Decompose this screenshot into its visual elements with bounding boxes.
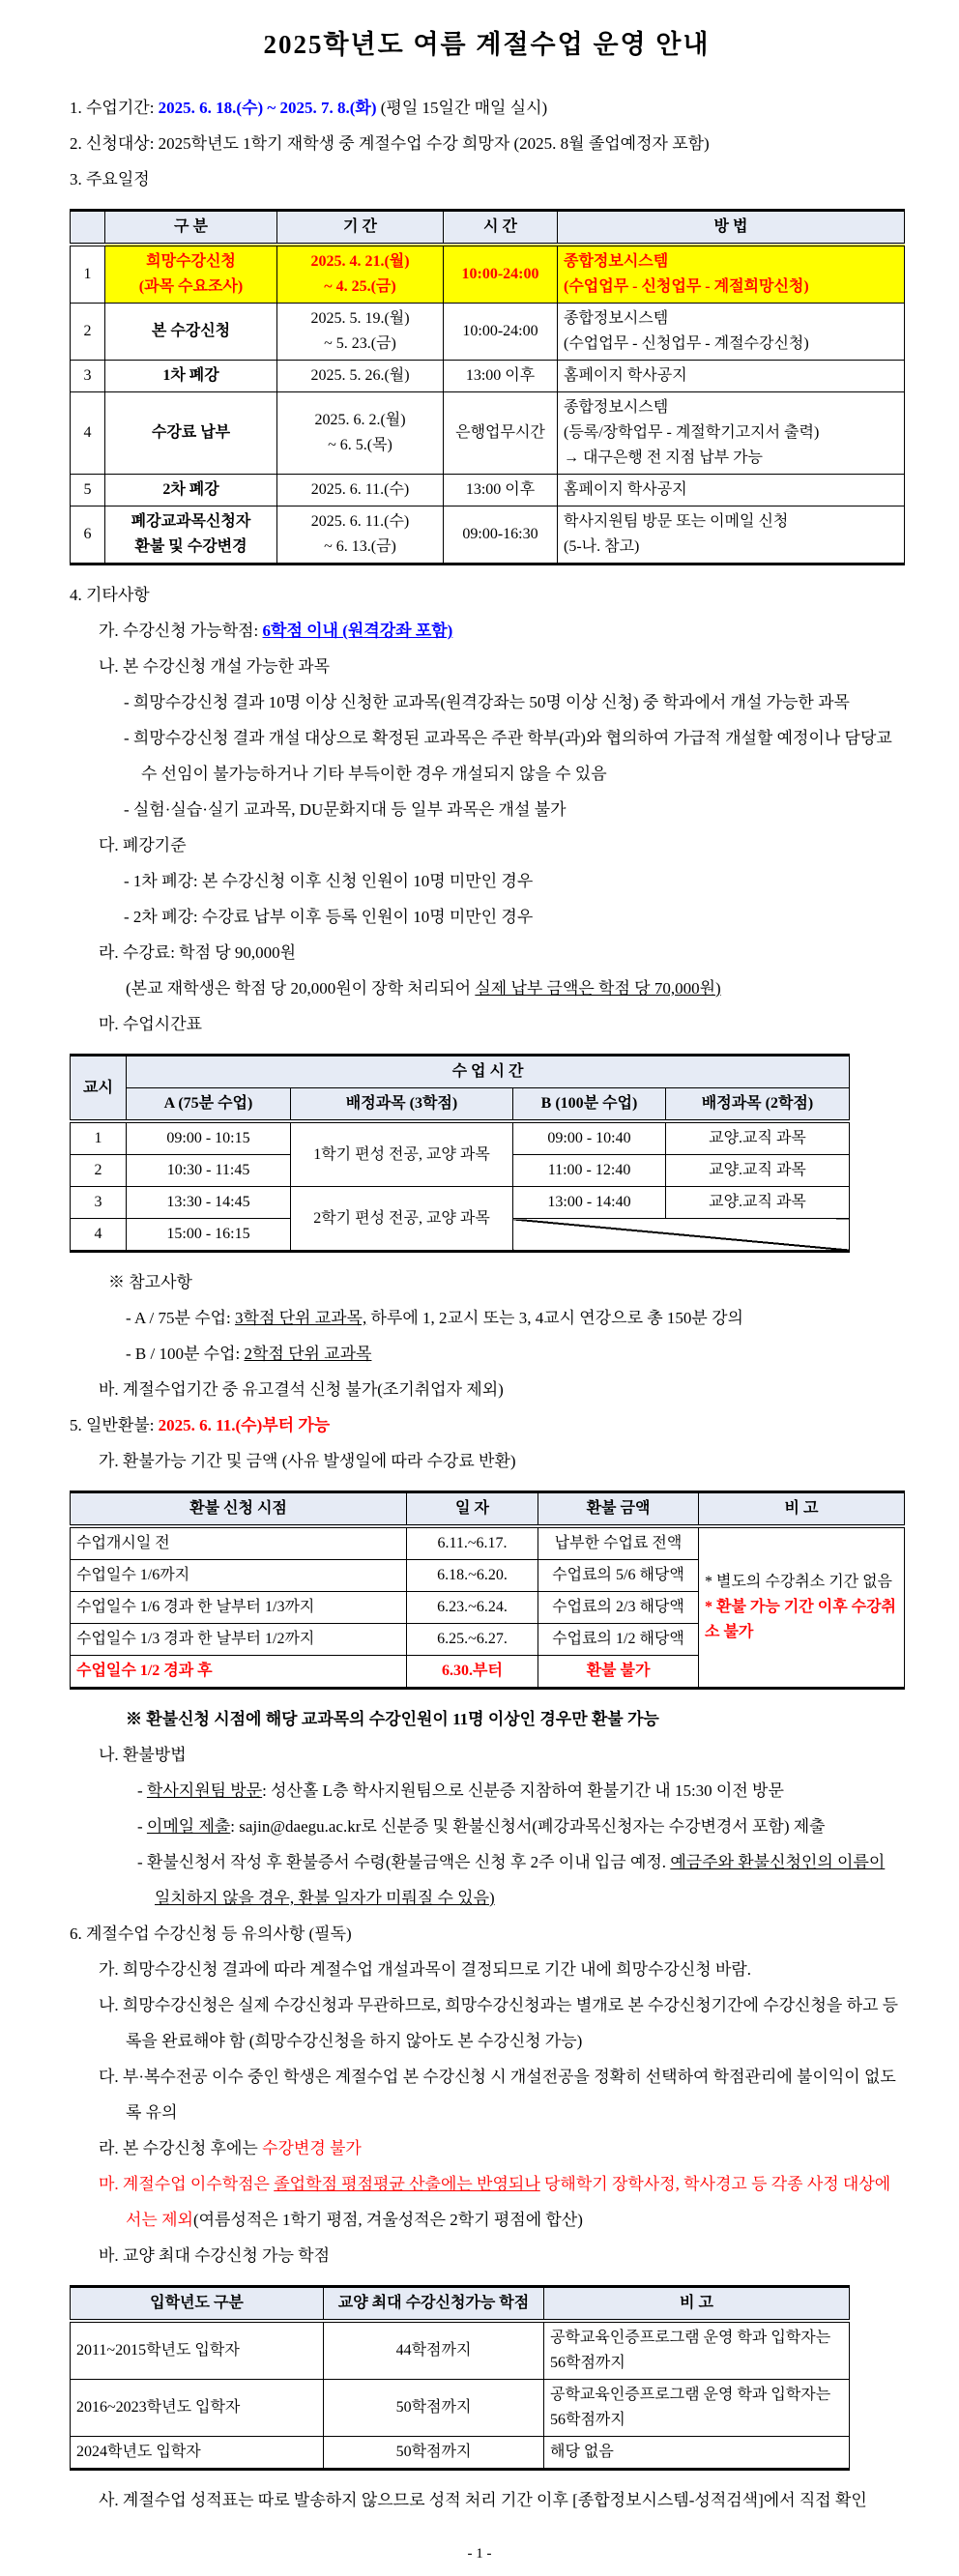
cell-cohort: 2011~2015학년도 입학자 (71, 2321, 324, 2380)
section-4-na-head: 나. 본 수강신청 개설 가능한 과목 (99, 657, 330, 676)
account-holder-warning-underline: 예금주와 환불신청인의 이름이 일치하지 않을 경우, 환불 일자가 미뤄질 수 있음) (155, 1853, 886, 1907)
cell-credit-remark: 해당 없음 (544, 2437, 850, 2470)
timetable-header-b-subjects: 배정과목 (2학점) (666, 1088, 850, 1122)
cell-category: 희망수강신청 (과목 수요조사) (105, 245, 277, 304)
cell-refund-point: 수업일수 1/2 경과 후 (71, 1656, 407, 1689)
timetable-row-3 (71, 1187, 850, 1219)
credit-limit-link[interactable]: 6학점 이내 (원격강좌 포함) (262, 622, 453, 640)
cell-time: 13:00 이후 (444, 475, 558, 507)
cell-refund-date: 6.11.~6.17. (407, 1526, 538, 1560)
schedule-header-category: 구 분 (105, 211, 277, 246)
gpa-inclusion-underline: 졸업학점 평점평균 산출에는 반영되나 (274, 2175, 540, 2193)
row-number: 6 (71, 507, 105, 564)
section-5-ga: 가. 환불가능 기간 및 금액 (사유 발생일에 따라 수강료 반환) (99, 1452, 516, 1470)
cell-b-subjects: 교양.교직 과목 (666, 1155, 850, 1187)
cell-time: 09:00-16:30 (444, 507, 558, 564)
course-period-dates: 2025. 6. 18.(수) ~ 2025. 7. 8.(화) (158, 99, 377, 117)
timetable-header-a-subjects: 배정과목 (3학점) (291, 1088, 513, 1122)
visit-method-underline: 학사지원팀 방문 (146, 1781, 263, 1800)
cell-refund-date: 6.18.~6.20. (407, 1560, 538, 1592)
section-6-da: 다. 부·복수전공 이수 중인 학생은 계절수업 본 수강신청 시 개설전공을 정확히 선택하여 학점관리에 불이익이 없도록 유의 (99, 2068, 896, 2122)
cell-refund-amount: 납부한 수업료 전액 (538, 1526, 699, 1560)
cell-max-credits: 50학점까지 (324, 2380, 544, 2437)
credit-header-max: 교양 최대 수강신청가능 학점 (324, 2287, 544, 2322)
section-6-ra: 라. 본 수강신청 후에는 수강변경 불가 (99, 2139, 362, 2157)
credit-row-3 (71, 2437, 850, 2470)
cell-b-time: 11:00 - 12:40 (513, 1155, 666, 1187)
refund-email-address[interactable]: sajin@daegu.ac.kr (239, 1817, 362, 1836)
credit-row-2 (71, 2380, 850, 2437)
cell-category: 폐강교과목신청자 환불 및 수강변경 (105, 507, 277, 564)
cell-b-subjects: 교양.교직 과목 (666, 1187, 850, 1219)
cell-method: 종합정보시스템 (수업업무 - 신청업무 - 계절수강신청) (558, 304, 905, 361)
cell-a-time: 13:30 - 14:45 (127, 1187, 291, 1219)
email-method-underline: 이메일 제출 (146, 1817, 231, 1836)
refund-start-date: 2025. 6. 11.(수)부터 가능 (158, 1416, 331, 1434)
cell-refund-remark (699, 1526, 905, 1689)
section-4-ba: 바. 계절수업기간 중 유고결석 신청 불가(조기취업자 제외) (99, 1380, 504, 1399)
intro-course-period-label: 1. 수업기간: (70, 99, 159, 117)
intro-course-period-suffix: (평일 15일간 매일 실시) (376, 99, 548, 117)
cell-method: 홈페이지 학사공지 (558, 475, 905, 507)
schedule-header-time: 시 간 (444, 211, 558, 246)
refund-header-point: 환불 신청 시점 (71, 1492, 407, 1527)
cell-category: 수강료 납부 (105, 392, 277, 475)
cell-credit-remark: 공학교육인증프로그램 운영 학과 입학자는 56학점까지 (544, 2321, 850, 2380)
refund-header-amount: 환불 금액 (538, 1492, 699, 1527)
refund-table-header (71, 1492, 905, 1527)
refund-method-1: - 학사지원팀 방문: 성산홀 L층 학사지원팀으로 신분증 지참하여 환불기간 내 15:30 이전 방문 (137, 1781, 784, 1800)
section-6-ba: 바. 교양 최대 수강신청 가능 학점 (99, 2246, 330, 2265)
timetable-header-period: 교시 (71, 1056, 127, 1122)
cell-time: 10:00-24:00 (444, 304, 558, 361)
no-change-warning: 수강변경 불가 (262, 2139, 362, 2157)
timetable-note-b: - B / 100분 수업: 2학점 단위 교과목 (126, 1345, 372, 1363)
section-4-heading: 4. 기타사항 (70, 586, 150, 604)
cell-cohort: 2016~2023학년도 입학자 (71, 2380, 324, 2437)
cell-refund-amount: 수업료의 1/2 해당액 (538, 1624, 699, 1656)
cell-period: 2025. 6. 11.(수) ~ 6. 13.(금) (277, 507, 444, 564)
cell-category: 1차 폐강 (105, 361, 277, 392)
cell-refund-amount: 수업료의 2/3 해당액 (538, 1592, 699, 1624)
cell-period: 2025. 5. 26.(월) (277, 361, 444, 392)
cell-period: 2025. 5. 19.(월) ~ 5. 23.(금) (277, 304, 444, 361)
refund-remark-2: * 환불 가능 기간 이후 수강취소 불가 (705, 1599, 897, 1640)
row-number: 2 (71, 304, 105, 361)
schedule-row-2 (71, 304, 905, 361)
credit-header-cohort: 입학년도 구분 (71, 2287, 324, 2322)
section-4-da-head: 다. 폐강기준 (99, 836, 187, 854)
note-a-underline: 3학점 단위 교과목, (235, 1309, 367, 1327)
cell-refund-amount: 수업료의 5/6 해당액 (538, 1560, 699, 1592)
section-4-ma: 마. 수업시간표 (99, 1015, 203, 1033)
cell-refund-point: 수업일수 1/6 경과 한 날부터 1/3까지 (71, 1592, 407, 1624)
cell-max-credits: 44학점까지 (324, 2321, 544, 2380)
refund-method-2: - 이메일 제출: sajin@daegu.ac.kr로 신분증 및 환불신청서(폐강과목신청자는 수강변경서 포함) 제출 (137, 1817, 826, 1836)
cell-b-time: 09:00 - 10:40 (513, 1121, 666, 1155)
section-6-na: 나. 희망수강신청은 실제 수강신청과 무관하므로, 희망수강신청과는 별개로 본 수강신청기간에 수강신청을 하고 등록을 완료해야 함 (희망수강신청을 하지 않아도 본 수강신청 가능) (99, 1996, 899, 2050)
row-number: 1 (71, 245, 105, 304)
schedule-table (70, 209, 905, 565)
section-4-na-item-2: - 희망수강신청 결과 개설 대상으로 확정된 교과목은 주관 학부(과)와 협의하여 가급적 개설할 예정이나 담당교수 선임이 불가능하거나 기타 부득이한 경우 개설되지 않을 수 있음 (124, 729, 892, 783)
cell-category: 2차 폐강 (105, 475, 277, 507)
cell-a-time: 09:00 - 10:15 (127, 1121, 291, 1155)
cell-a-subjects-sem2: 2학기 편성 전공, 교양 과목 (291, 1187, 513, 1252)
section-5-heading: 5. 일반환불: 2025. 6. 11.(수)부터 가능 (70, 1416, 331, 1434)
timetable-note-head: ※ 참고사항 (108, 1273, 192, 1291)
cell-refund-point: 수업개시일 전 (71, 1526, 407, 1560)
schedule-row-5 (71, 475, 905, 507)
section-6-ga: 가. 희망수강신청 결과에 따라 계절수업 개설과목이 결정되므로 기간 내에 희망수강신청 바람. (99, 1960, 752, 1979)
cell-a-subjects-sem1: 1학기 편성 전공, 교양 과목 (291, 1121, 513, 1187)
timetable-header-a: A (75분 수업) (127, 1088, 291, 1122)
refund-header-date: 일 자 (407, 1492, 538, 1527)
row-number: 4 (71, 392, 105, 475)
intro-eligibility: 2. 신청대상: 2025학년도 1학기 재학생 중 계절수업 수강 희망자 (2025. 8월 졸업예정자 포함) (70, 134, 710, 153)
schedule-header-period: 기 간 (277, 211, 444, 246)
refund-header-remark: 비 고 (699, 1492, 905, 1527)
timetable-note-a: - A / 75분 수업: 3학점 단위 교과목, 하루에 1, 2교시 또는 3, 4교시 연강으로 총 150분 강의 (126, 1309, 743, 1327)
section-4-da-item-2: - 2차 폐강: 수강료 납부 이후 등록 인원이 10명 미만인 경우 (124, 908, 534, 926)
section-6-sa: 사. 계절수업 성적표는 따로 발송하지 않으므로 성적 처리 기간 이후 [종합정보시스템-성적검색]에서 직접 확인 (99, 2491, 867, 2509)
refund-row-1 (71, 1526, 905, 1560)
cell-max-credits: 50학점까지 (324, 2437, 544, 2470)
timetable-header-row-2 (71, 1088, 850, 1122)
cell-refund-point: 수업일수 1/6까지 (71, 1560, 407, 1592)
cell-category: 본 수강신청 (105, 304, 277, 361)
intro-main-schedule-label: 3. 주요일정 (70, 170, 150, 188)
cell-method: 학사지원팀 방문 또는 이메일 신청 (5-나. 참고) (558, 507, 905, 564)
schedule-table-header (71, 211, 905, 246)
timetable-header-classtime: 수 업 시 간 (127, 1056, 850, 1088)
refund-eligibility-note: ※ 환불신청 시점에 해당 교과목의 수강인원이 11명 이상인 경우만 환불 가능 (126, 1710, 659, 1728)
credit-table-header (71, 2287, 850, 2322)
cell-method: 홈페이지 학사공지 (558, 361, 905, 392)
row-number: 5 (71, 475, 105, 507)
timetable-header-b: B (100분 수업) (513, 1088, 666, 1122)
empty-diagonal-cell (513, 1219, 850, 1252)
cell-credit-remark: 공학교육인증프로그램 운영 학과 입학자는 56학점까지 (544, 2380, 850, 2437)
cell-time: 은행업무시간 (444, 392, 558, 475)
class-timetable (70, 1054, 850, 1253)
cell-refund-date: 6.23.~6.24. (407, 1592, 538, 1624)
period-number: 3 (71, 1187, 127, 1219)
cell-refund-date: 6.30.부터 (407, 1656, 538, 1689)
cell-b-subjects: 교양.교직 과목 (666, 1121, 850, 1155)
section-4-na-item-1: - 희망수강신청 결과 10명 이상 신청한 교과목(원격강좌는 50명 이상 신청) 중 학과에서 개설 가능한 과목 (124, 693, 850, 711)
schedule-header-no (71, 211, 105, 246)
page-title: 2025학년도 여름 계절수업 운영 안내 (263, 30, 711, 59)
timetable-row-1 (71, 1121, 850, 1155)
actual-payment-amount: 실제 납부 금액은 학점 당 70,000원) (475, 979, 721, 998)
timetable-header-row-1 (71, 1056, 850, 1088)
cell-method: 종합정보시스템 (등록/장학업무 - 계절학기고지서 출력) → 대구은행 전 지점 납부 가능 (558, 392, 905, 475)
cell-method: 종합정보시스템 (수업업무 - 신청업무 - 계절희망신청) (558, 245, 905, 304)
cell-time: 10:00-24:00 (444, 245, 558, 304)
row-number: 3 (71, 361, 105, 392)
cell-refund-point: 수업일수 1/3 경과 한 날부터 1/2까지 (71, 1624, 407, 1656)
section-4-ra: 라. 수강료: 학점 당 90,000원 (99, 943, 297, 962)
cell-period: 2025. 6. 2.(월) ~ 6. 5.(목) (277, 392, 444, 475)
section-4-ra-note: (본교 재학생은 학점 당 20,000원이 장학 처리되어 실제 납부 금액은 학점 당 70,000원) (126, 979, 721, 998)
cell-cohort: 2024학년도 입학자 (71, 2437, 324, 2470)
section-4-na-item-3: - 실험·실습·실기 교과목, DU문화지대 등 일부 과목은 개설 불가 (124, 800, 567, 819)
credit-limit-table (70, 2285, 850, 2471)
credit-row-1 (71, 2321, 850, 2380)
schedule-row-3 (71, 361, 905, 392)
refund-method-3: - 환불신청서 작성 후 환불증서 수령(환불금액은 신청 후 2주 이내 입금 예정. 예금주와 환불신청인의 이름이 일치하지 않을 경우, 환불 일자가 미뤄질 수 있음) (137, 1853, 886, 1907)
section-5-na-head: 나. 환불방법 (99, 1746, 187, 1764)
section-6-heading: 6. 계절수업 수강신청 등 유의사항 (필독) (70, 1925, 352, 1943)
period-number: 4 (71, 1219, 127, 1252)
cell-refund-date: 6.25.~6.27. (407, 1624, 538, 1656)
credit-header-remark: 비 고 (544, 2287, 850, 2322)
schedule-row-4 (71, 392, 905, 475)
schedule-row-1 (71, 245, 905, 304)
refund-table (70, 1491, 905, 1690)
period-number: 2 (71, 1155, 127, 1187)
section-6-ma: 마. 계절수업 이수학점은 졸업학점 평점평균 산출에는 반영되나 당해학기 장학사정, 학사경고 등 각종 사정 대상에서는 제외(여름성적은 1학기 평점, 겨울성적은 2학기 평점에 합산) (99, 2175, 891, 2229)
intro-course-period (70, 90, 904, 126)
cell-period: 2025. 6. 11.(수) (277, 475, 444, 507)
section-4-da-item-1: - 1차 폐강: 본 수강신청 이후 신청 인원이 10명 미만인 경우 (124, 872, 534, 890)
schedule-row-6 (71, 507, 905, 564)
cell-time: 13:00 이후 (444, 361, 558, 392)
schedule-header-method: 방 법 (558, 211, 905, 246)
cell-period: 2025. 4. 21.(월) ~ 4. 25.(금) (277, 245, 444, 304)
section-4-ga: 가. 수강신청 가능학점: 6학점 이내 (원격강좌 포함) (99, 622, 453, 640)
page-number: - 1 - (467, 2546, 492, 2562)
note-b-underline: 2학점 단위 교과목 (244, 1345, 372, 1363)
cell-b-time: 13:00 - 14:40 (513, 1187, 666, 1219)
cell-a-time: 10:30 - 11:45 (127, 1155, 291, 1187)
cell-a-time: 15:00 - 16:15 (127, 1219, 291, 1252)
refund-remark-1: * 별도의 수강취소 기간 없음 (705, 1574, 893, 1590)
cell-refund-amount: 환불 불가 (538, 1656, 699, 1689)
period-number: 1 (71, 1121, 127, 1155)
